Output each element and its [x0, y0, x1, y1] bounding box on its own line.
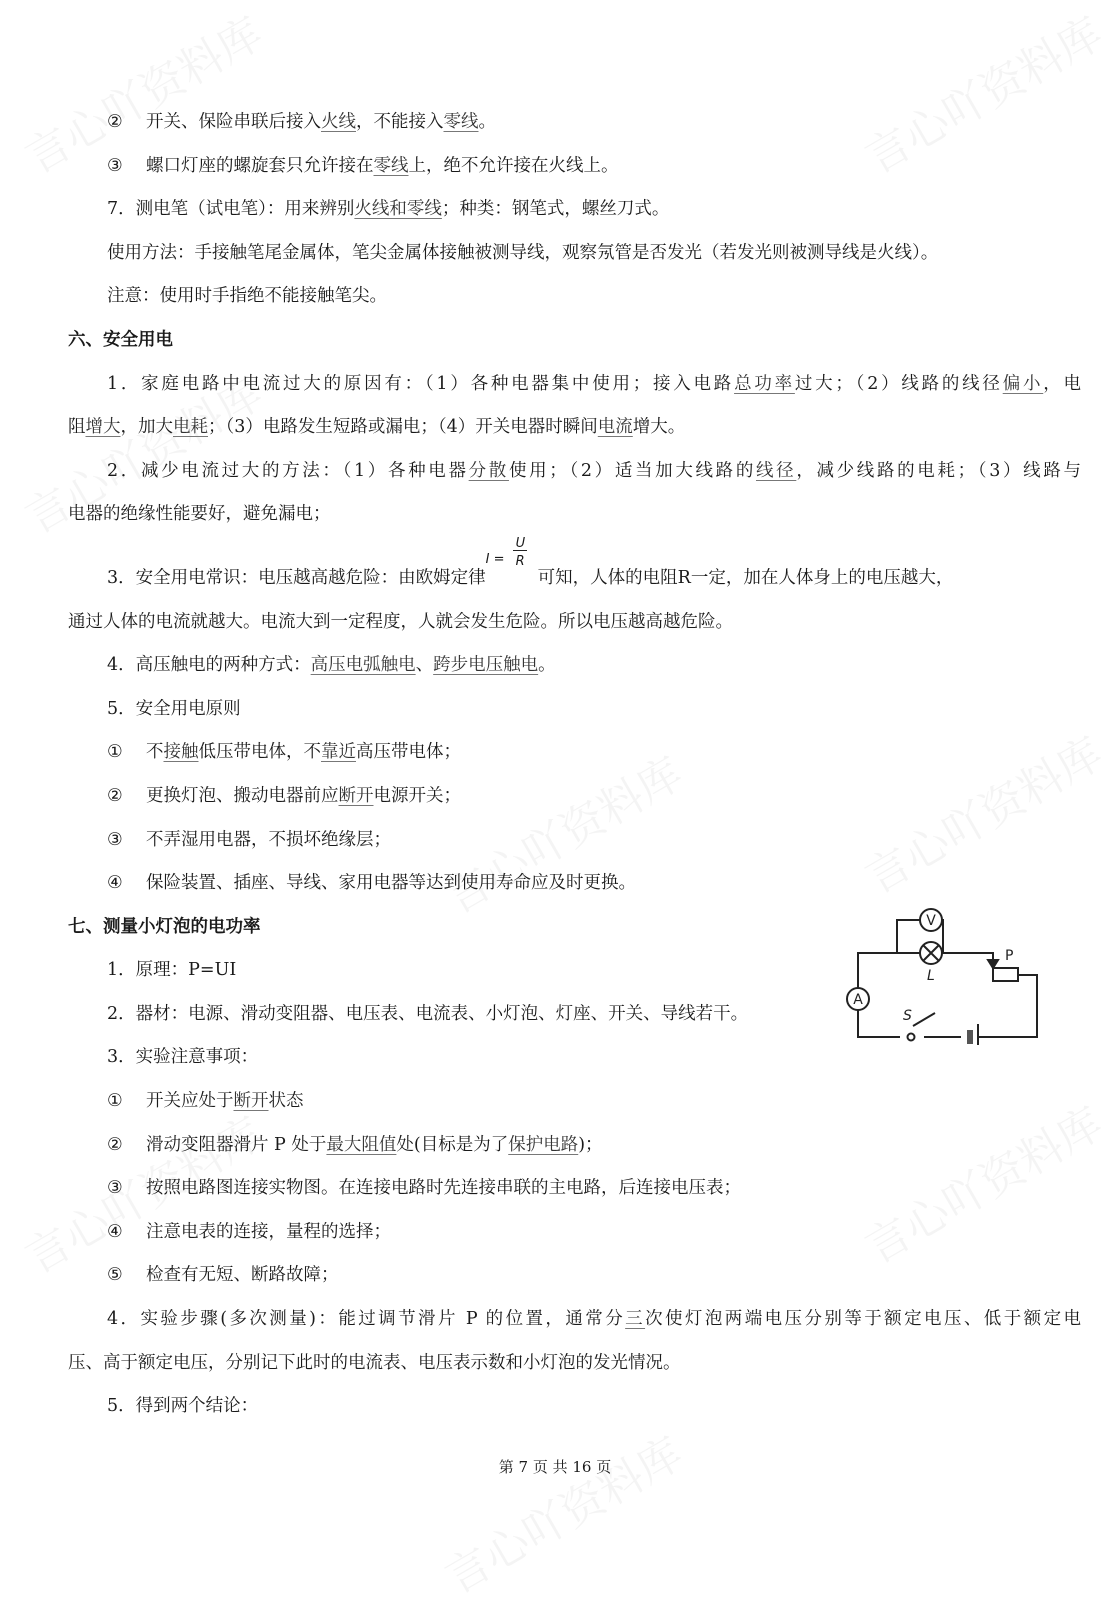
fill-in-answer: 跨步电压触电 [433, 655, 539, 676]
list-item [0, 1211, 1110, 1255]
text-segment: 可知，人体的电阻R一定，加在人体身上的电压越大， [537, 567, 954, 588]
fill-in-answer: 零线 [443, 112, 479, 132]
text-segment: 、 [415, 655, 434, 676]
fill-in-answer: 最大阻值 [326, 1134, 397, 1155]
paragraph-line [0, 644, 1110, 688]
list-item [0, 1254, 1110, 1298]
list-item [0, 819, 1110, 863]
switch-label: S [903, 1008, 912, 1024]
paragraph-line [0, 188, 1110, 232]
text-segment: )； [578, 1134, 603, 1155]
fill-in-answer: 三 [625, 1309, 646, 1330]
text-segment: ，不能接入 [356, 112, 444, 132]
text-segment: 。 [538, 655, 556, 676]
switch-icon [908, 1034, 915, 1041]
document-body [0, 101, 1110, 1429]
text-segment: 使用方法：手接触笔尾金属体，笔尖金属体接触被测导线，观察氖管是否发光（若发光则被测导线是火线）。 [107, 242, 939, 263]
text-segment: 1．原理：P=UI [107, 960, 237, 981]
section-heading [0, 319, 1110, 363]
text-segment: 更换灯泡、搬动电器前应 [146, 785, 339, 806]
text-segment: 不弄湿用电器，不损坏绝缘层； [146, 829, 391, 850]
text-segment: ，加大 [120, 417, 173, 438]
fill-in-answer: 火线和零线 [354, 199, 442, 220]
circled-number: ② [107, 112, 123, 132]
text-segment: 1．家庭电路中电流过大的原因有：（1）各种电器集中使用；接入电路 [107, 373, 735, 394]
text-segment: 状态 [268, 1091, 304, 1112]
rheostat [993, 968, 1018, 981]
text-segment: 高压带电体； [356, 742, 461, 763]
paragraph-line [0, 363, 1081, 407]
paragraph-line [0, 535, 1110, 601]
fraction-bar [513, 550, 527, 551]
page-footer: 第 7 页 共 16 页 [498, 1458, 612, 1476]
list-item [0, 731, 1110, 775]
paragraph-line [0, 1342, 1110, 1386]
fill-in-answer: 增大 [85, 417, 121, 438]
list-item [0, 1167, 1110, 1211]
paragraph-line [0, 1385, 1110, 1429]
circled-number: ① [107, 742, 123, 763]
paragraph-line [0, 1298, 1081, 1342]
text-segment: 螺口灯座的螺旋套只允许接在 [146, 155, 374, 176]
list-item [0, 1124, 1110, 1168]
text-segment: 注意电表的连接，量程的选择； [146, 1221, 391, 1242]
text-segment: 按照电路图连接实物图。在连接电路时先连接串联的主电路，后连接电压表； [146, 1178, 741, 1199]
formula-numerator: U [515, 535, 526, 551]
text-segment: 阻 [68, 417, 86, 438]
fill-in-answer: 电流 [597, 417, 633, 438]
fill-in-answer: 断开 [233, 1091, 269, 1112]
text-segment: 不 [146, 742, 164, 763]
text-segment: 4．高压触电的两种方式： [107, 655, 311, 676]
circled-number: ③ [107, 1178, 123, 1199]
fill-in-answer: 总功率 [734, 373, 795, 394]
fill-in-answer: 断开 [338, 785, 374, 806]
text-segment: 低压带电体，不 [198, 742, 321, 763]
fill-in-answer: 零线 [373, 155, 409, 176]
fill-in-answer: 高压电弧触电 [310, 655, 416, 676]
text-segment: 2．器材：电源、滑动变阻器、电压表、电流表、小灯泡、灯座、开关、导线若干。 [107, 1003, 749, 1024]
circled-number: ④ [107, 1221, 123, 1242]
text-segment: 七、测量小灯泡的电功率 [68, 916, 261, 937]
text-segment: 电源开关； [373, 785, 461, 806]
text-segment: 3．实验注意事项： [107, 1047, 259, 1068]
text-segment: 通过人体的电流就越大。电流大到一定程度，人就会发生危险。所以电压越高越危险。 [68, 611, 733, 632]
formula-denominator: R [515, 553, 525, 569]
text-segment: 4．实验步骤(多次测量)：能过调节滑片 P 的位置，通常分 [107, 1309, 626, 1330]
circled-number: ⑤ [107, 1265, 123, 1286]
circled-number: ② [107, 785, 123, 806]
text-segment: ；（3）电路发生短路或漏电；（4）开关电器时瞬间 [208, 417, 598, 438]
paragraph-line [0, 275, 1110, 319]
fill-in-answer: 偏小 [1002, 373, 1044, 394]
list-item [0, 1080, 1110, 1124]
fill-in-answer: 分散 [468, 460, 509, 481]
text-segment: ，减少线路的电耗；（3）线路与 [796, 460, 1081, 481]
text-segment: 。 [478, 112, 496, 132]
text-segment: 电器的绝缘性能要好，避免漏电； [68, 504, 331, 525]
text-segment: 增大。 [632, 417, 686, 438]
circuit-diagram [845, 900, 1055, 1045]
text-segment: 处(目标是为了 [396, 1134, 509, 1155]
formula-lhs: I = [485, 551, 505, 567]
paragraph-line [0, 232, 1110, 276]
fill-in-answer: 火线 [321, 112, 356, 132]
text-segment: 上，绝不允许接在火线上。 [408, 155, 619, 176]
circled-number: ③ [107, 155, 123, 176]
text-segment: ；种类：钢笔式，螺丝刀式。 [441, 199, 670, 220]
voltmeter-label: V [926, 913, 936, 929]
circled-number: ④ [107, 873, 123, 894]
text-segment: 2．减少电流过大的方法：（1）各种电器 [107, 460, 469, 481]
list-item [0, 101, 1110, 145]
text-segment: 六、安全用电 [68, 329, 173, 350]
text-segment: 使用；（2）适当加大线路的 [508, 460, 756, 481]
text-segment: 3．安全用电常识：电压越高越危险：由欧姆定律 [107, 567, 486, 588]
text-segment: 5．安全用电原则 [107, 698, 241, 719]
fill-in-answer: 线径 [755, 460, 797, 481]
paragraph-line [0, 406, 1110, 450]
text-segment: 保险装置、插座、导线、家用电器等达到使用寿命应及时更换。 [146, 873, 636, 894]
text-segment: 过大；（2）线路的线径 [794, 373, 1003, 394]
text-segment: 开关应处于 [146, 1091, 234, 1112]
text-segment: 注意：使用时手指绝不能接触笔尖。 [107, 286, 387, 307]
rheostat-label: P [1005, 948, 1014, 964]
fill-in-answer: 电耗 [173, 417, 208, 438]
circled-number: ② [107, 1134, 123, 1155]
text-segment: 压、高于额定电压，分别记下此时的电流表、电压表示数和小灯泡的发光情况。 [68, 1352, 681, 1373]
paragraph-line [0, 493, 1110, 537]
list-item [0, 775, 1110, 819]
fill-in-answer: 靠近 [321, 742, 356, 763]
paragraph-line [0, 601, 1110, 645]
text-segment: 7．测电笔（试电笔）：用来辨别 [107, 199, 355, 220]
text-segment: 滑动变阻器滑片 P 处于 [146, 1134, 327, 1155]
circled-number: ③ [107, 829, 123, 850]
text-segment: 次使灯泡两端电压分别等于额定电压、低于额定电 [645, 1309, 1082, 1330]
lamp-label: L [927, 968, 935, 984]
text-segment: 检查有无短、断路故障； [146, 1265, 339, 1286]
paragraph-line [0, 688, 1110, 732]
fill-in-answer: 接触 [163, 742, 199, 763]
text-segment: ，电 [1043, 373, 1082, 394]
ammeter-label: A [853, 992, 863, 1008]
paragraph-line [0, 450, 1081, 494]
list-item [0, 145, 1110, 189]
text-segment: 5．得到两个结论： [107, 1396, 259, 1417]
circled-number: ① [107, 1091, 123, 1112]
ohms-law-formula [485, 535, 538, 579]
watermark [432, 1418, 693, 1605]
fill-in-answer: 保护电路 [508, 1134, 579, 1155]
text-segment: 开关、保险串联后接入 [146, 112, 321, 132]
